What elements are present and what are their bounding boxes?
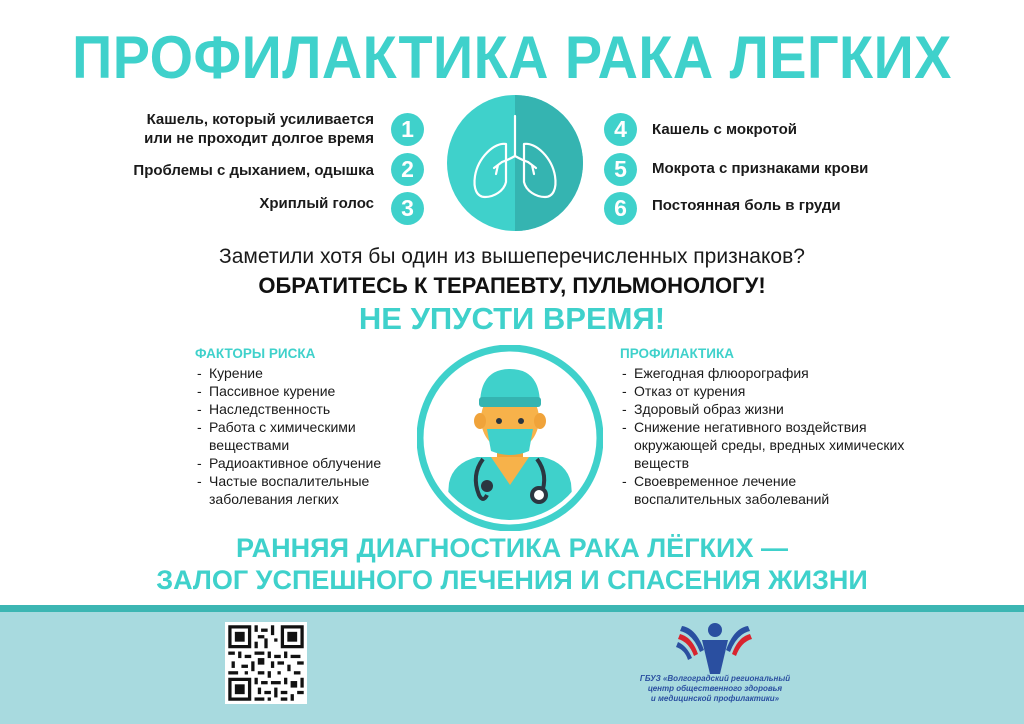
- risk-factors-section: [195, 346, 415, 508]
- symptom-1-text: [144, 110, 374, 148]
- footer-divider: [0, 605, 1024, 612]
- bottom-message-line1: РАННЯЯ ДИАГНОСТИКА РАКА ЛЁГКИХ —: [236, 533, 788, 563]
- organization-logo: [676, 620, 754, 676]
- list-item: - Своевременное лечение воспалительных заболеваний: [620, 472, 864, 508]
- organization-name-line1: ГБУЗ «Волгоградский региональный: [639, 674, 791, 683]
- list-item: - Пассивное курение: [195, 382, 415, 400]
- list-item: - Работа с химическими веществами: [195, 418, 384, 454]
- lungs-icon: [436, 94, 594, 232]
- list-item: - Снижение негативного воздействия окружающей среды, вредных химических веществ: [620, 418, 906, 472]
- list-item: - Отказ от курения: [620, 382, 910, 400]
- organization-name-line3: и медицинской профилактики»: [650, 694, 780, 703]
- page-title: ПРОФИЛАКТИКА РАКА ЛЕГКИХ: [72, 24, 952, 91]
- symptom-6-text: Постоянная боль в груди: [652, 197, 841, 214]
- footer-band: [0, 612, 1024, 724]
- symptom-2-text: Проблемы с дыханием, одышка: [133, 162, 374, 179]
- symptom-1-line1: Кашель, который усиливается: [146, 111, 374, 128]
- symptom-3-text: Хриплый голос: [259, 195, 374, 212]
- symptom-number-2: 2: [391, 153, 424, 186]
- list-item: - Радиоактивное облучение: [195, 454, 415, 472]
- prevention-title: ПРОФИЛАКТИКА: [620, 346, 734, 361]
- symptom-4-text: Кашель с мокротой: [652, 121, 798, 138]
- consult-call: ОБРАТИТЕСЬ К ТЕРАПЕВТУ, ПУЛЬМОНОЛОГУ!: [258, 273, 766, 298]
- symptom-number-4: 4: [604, 113, 637, 146]
- list-item: - Курение: [195, 364, 415, 382]
- question-text: Заметили хотя бы один из вышеперечисленных признаков?: [219, 245, 805, 268]
- qr-code[interactable]: [225, 622, 307, 704]
- organization-name-line2: центр общественного здоровья: [647, 684, 783, 693]
- organization-name: [630, 674, 800, 704]
- risk-factors-title: ФАКТОРЫ РИСКА: [195, 346, 316, 361]
- symptom-5-text: Мокрота с признаками крови: [652, 160, 869, 177]
- symptom-number-5: 5: [604, 153, 637, 186]
- dont-miss-slogan: НЕ УПУСТИ ВРЕМЯ!: [358, 301, 666, 336]
- list-item: - Наследственность: [195, 400, 415, 418]
- list-item: - Ежегодная флюорография: [620, 364, 910, 382]
- symptom-1-line2: или не проходит долгое время: [144, 130, 374, 147]
- risk-factors-list: [195, 364, 415, 508]
- list-item: - Частые воспалительные заболевания легких: [195, 472, 399, 508]
- prevention-list: [620, 364, 910, 508]
- bottom-message-line2: ЗАЛОГ УСПЕШНОГО ЛЕЧЕНИЯ И СПАСЕНИЯ ЖИЗНИ: [156, 565, 868, 595]
- symptom-number-3: 3: [391, 192, 424, 225]
- doctor-icon: [417, 345, 603, 531]
- symptom-number-1: 1: [391, 113, 424, 146]
- symptom-number-6: 6: [604, 192, 637, 225]
- prevention-section: [620, 346, 910, 508]
- list-item: - Здоровый образ жизни: [620, 400, 910, 418]
